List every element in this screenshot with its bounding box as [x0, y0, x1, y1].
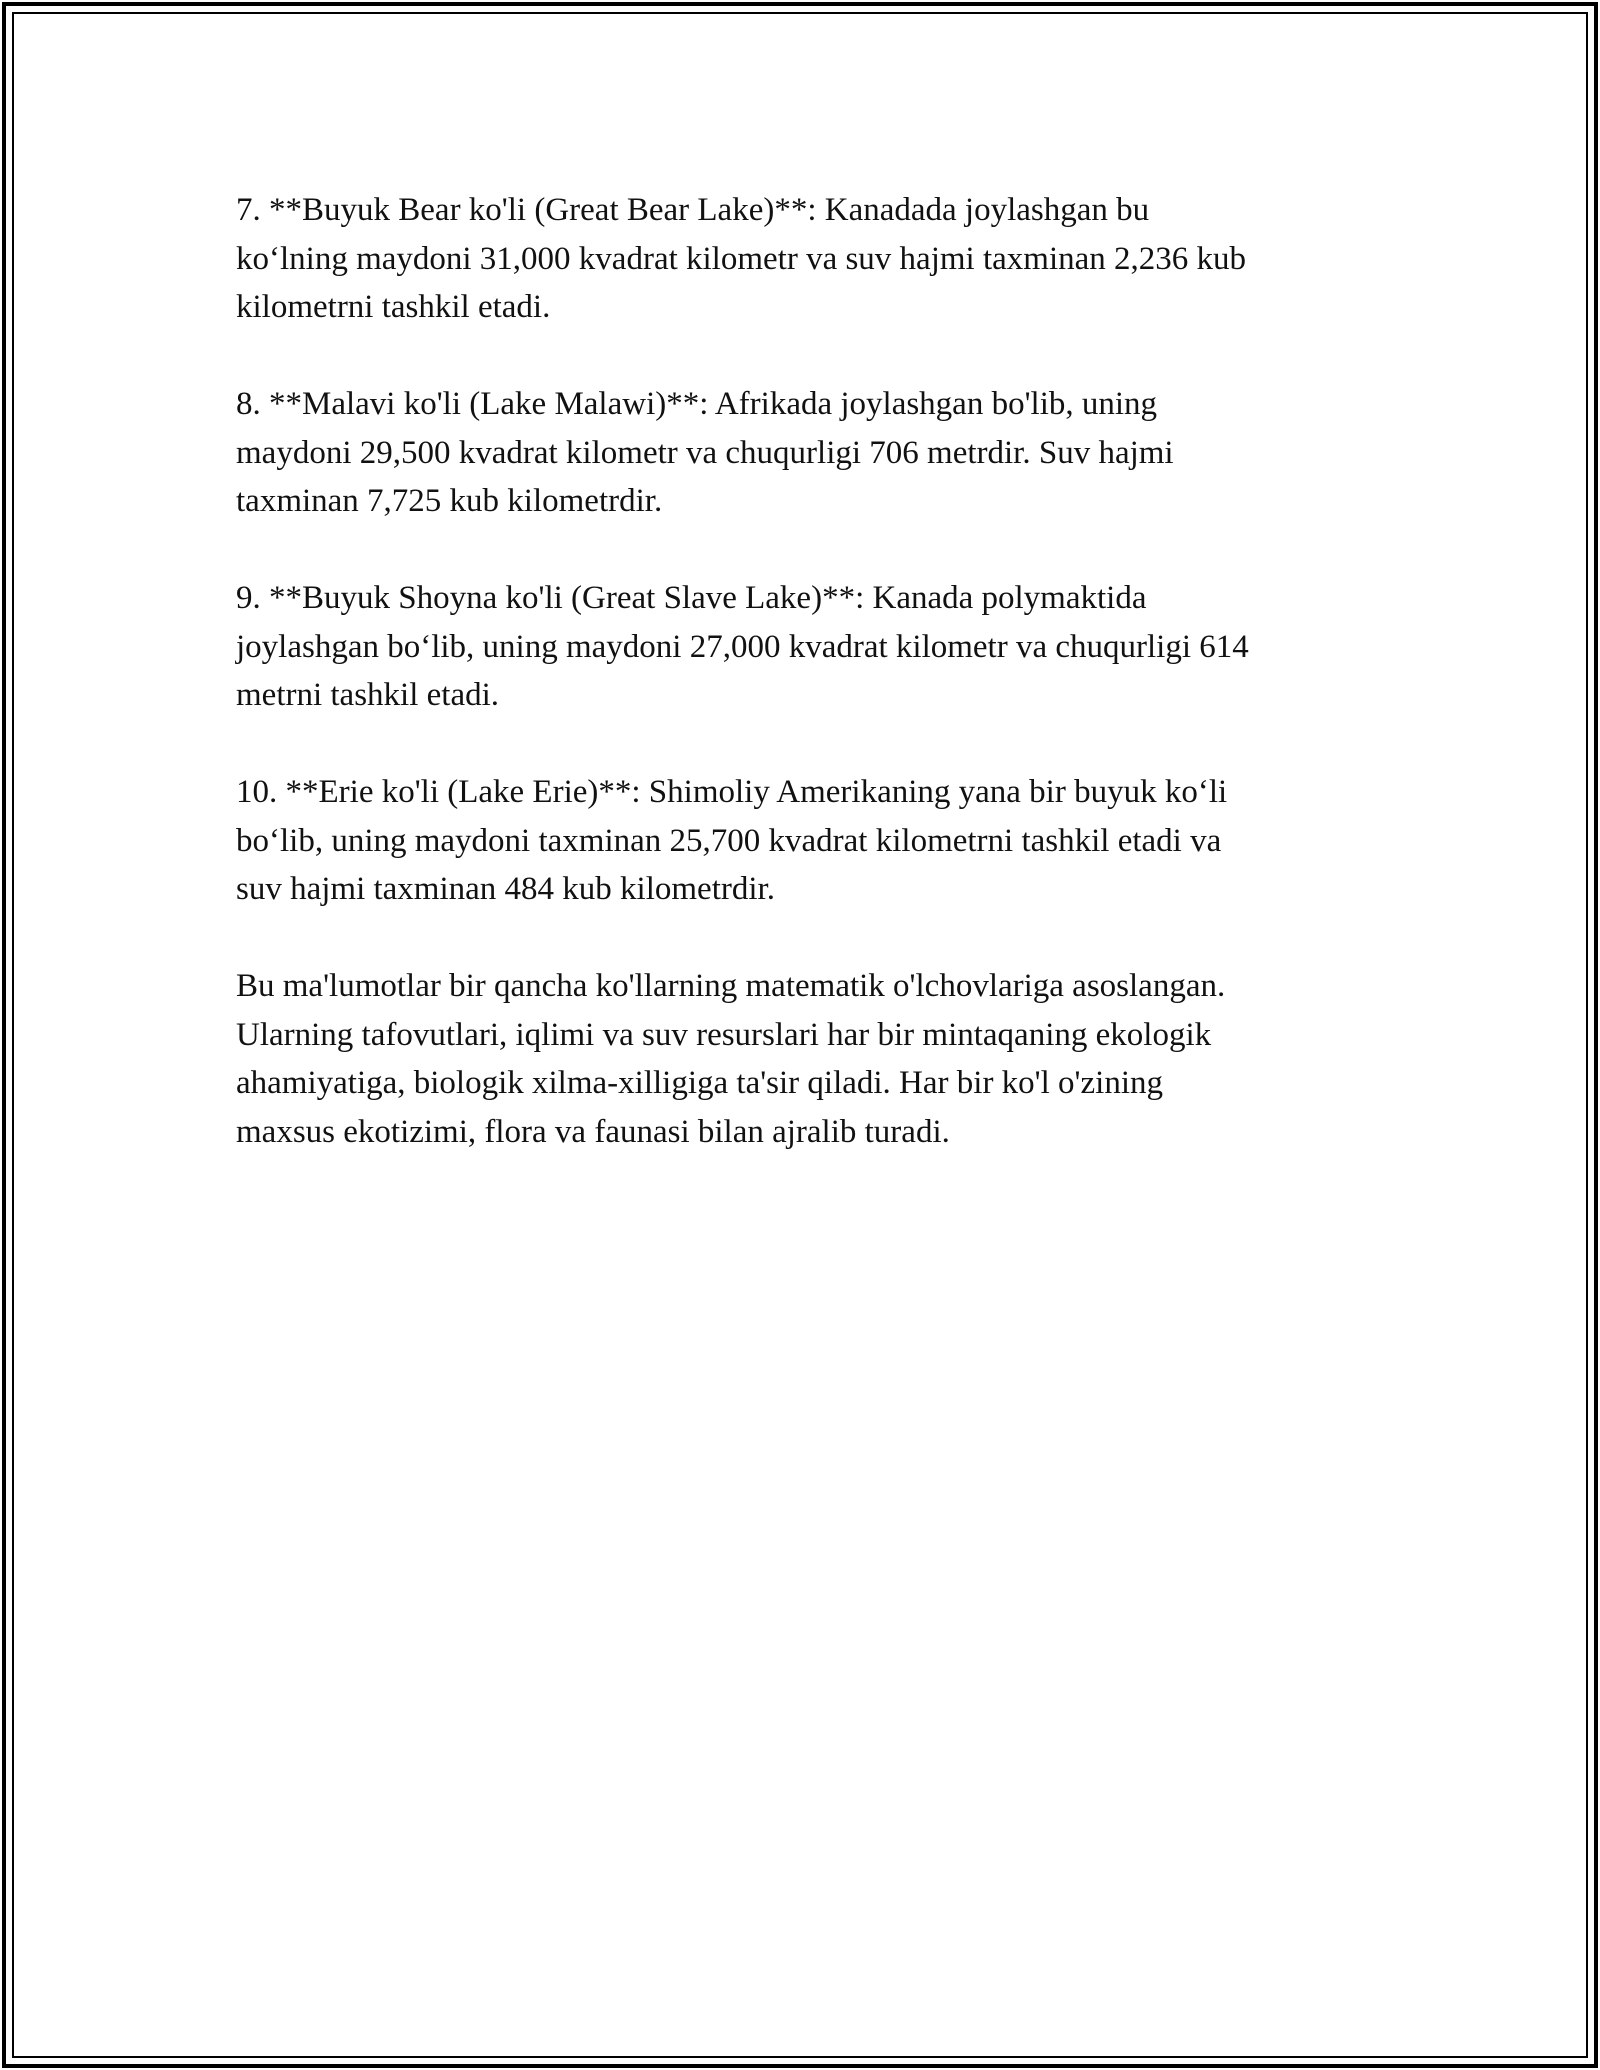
- paragraph-great-bear-lake: 7. **Buyuk Bear ko'li (Great Bear Lake)**: Kanadada joylashgan bu ko‘lning maydoni 31,000 kvadrat kilometr va suv hajmi taxminan 2,236 kub kilometrni tashkil etadi.: [236, 192, 1247, 325]
- document-body: [236, 186, 1366, 1156]
- paragraph-conclusion: Bu ma'lumotlar bir qancha ko'llarning matematik o'lchovlariga asoslangan. Ularning tafovutlari, iqlimi va suv resurslari har bir mintaqaning ekologik ahamiyatiga, biologik xilma-xilligiga ta'sir qiladi. Har bir ko'l o'zining maxsus ekotizimi, flora va faunasi bilan ajralib turadi.: [236, 968, 1226, 1150]
- paragraph-great-slave-lake: 9. **Buyuk Shoyna ko'li (Great Slave Lake)**: Kanada polymaktida joylashgan bo‘lib, uning maydoni 27,000 kvadrat kilometr va chuqurligi 614 metrni tashkil etadi.: [236, 580, 1249, 713]
- paragraph-lake-erie: 10. **Erie ko'li (Lake Erie)**: Shimoliy Amerikaning yana bir buyuk ko‘li bo‘lib, uning maydoni taxminan 25,700 kvadrat kilometrni tashkil etadi va suv hajmi taxminan 484 kub kilometrdir.: [236, 774, 1228, 907]
- paragraph-lake-malawi: 8. **Malavi ko'li (Lake Malawi)**: Afrikada joylashgan bo'lib, uning maydoni 29,500 kvadrat kilometr va chuqurligi 706 metrdir. Suv hajmi taxminan 7,725 kub kilometrdir.: [236, 386, 1174, 519]
